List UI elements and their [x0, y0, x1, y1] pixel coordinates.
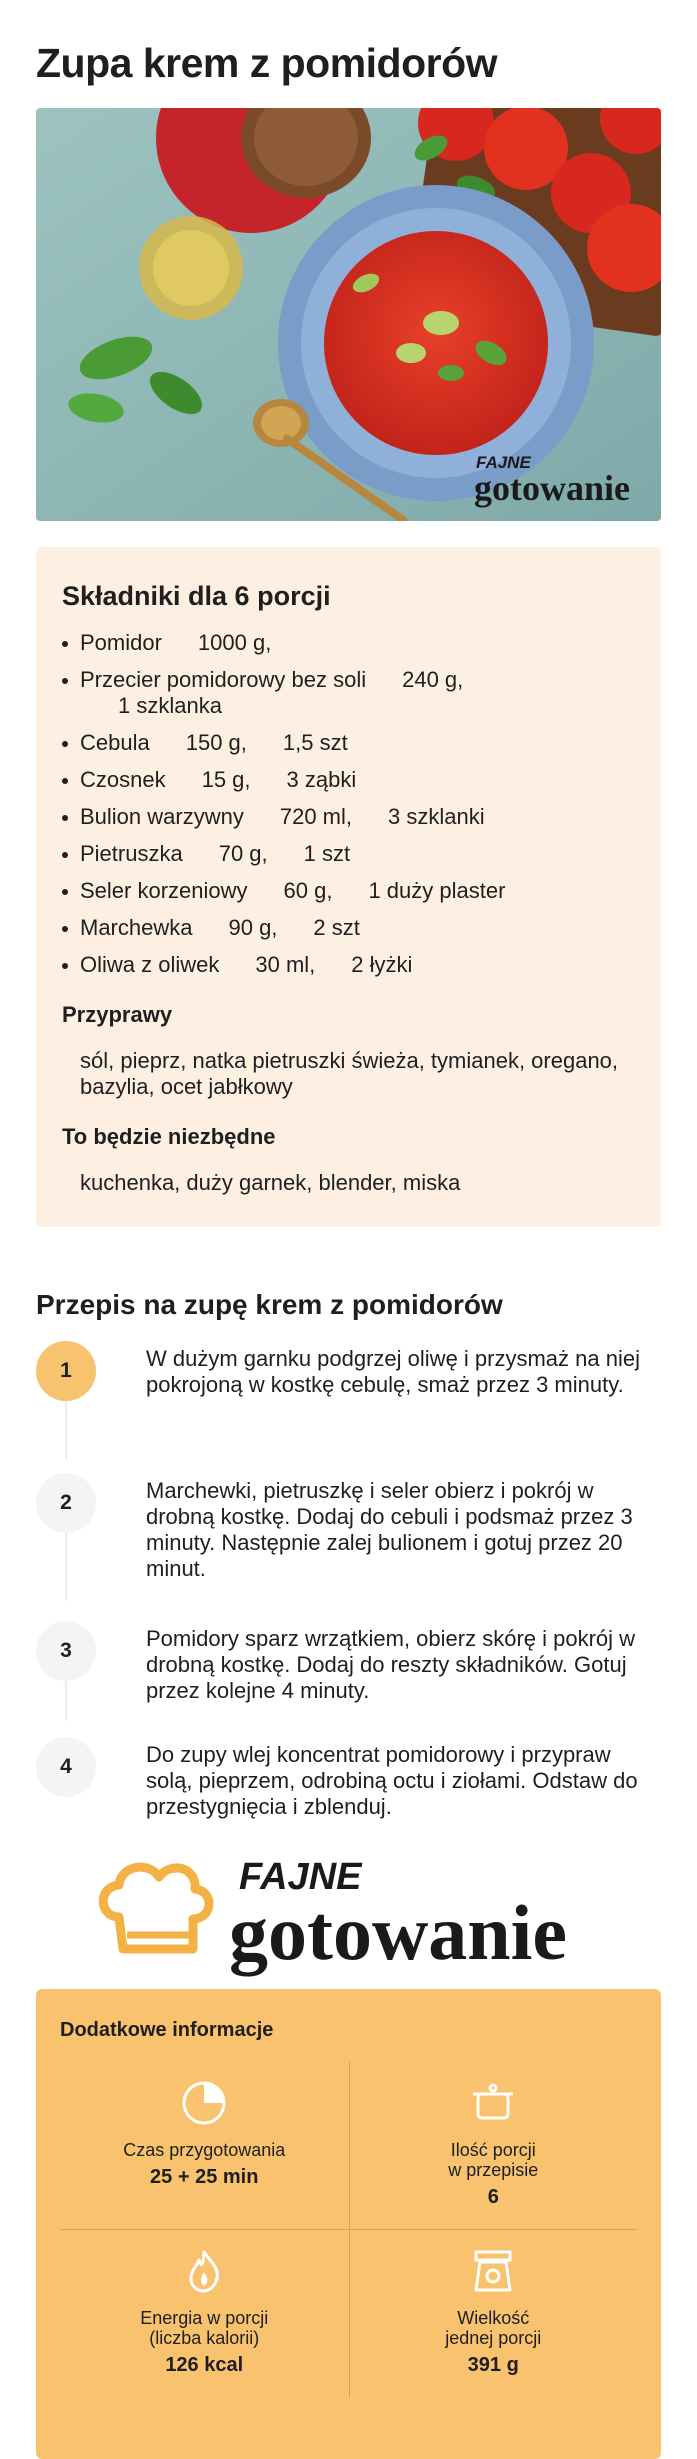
ingredient-extra: 1 szklanka: [118, 693, 222, 718]
prep-time-label: Czas przygotowania: [123, 2140, 286, 2160]
step-text: Do zupy wlej koncentrat pomidorowy i przypraw solą, pieprzem, odrobiną octu i ziołami. Odstaw do przestygnięcia i zblenduj.: [146, 1742, 638, 1819]
tools-text: kuchenka, duży garnek, blender, miska: [80, 1170, 461, 1195]
portions-cell: [349, 2062, 638, 2230]
step-number[interactable]: 2: [36, 1473, 96, 1533]
portion-size-label-2: jednej porcji: [445, 2328, 542, 2348]
hero-image: [36, 108, 661, 521]
step-number[interactable]: 3: [36, 1621, 96, 1681]
ingredient-name: Czosnek: [80, 767, 166, 792]
ingredient-name: Oliwa z oliwek: [80, 952, 220, 977]
portions-value: 6: [487, 2186, 499, 2208]
step-1: [36, 1341, 661, 1473]
ingredient-amount: 60 g,: [283, 878, 333, 903]
ingredient-amount: 240 g,: [402, 667, 464, 692]
brand-logo-bottom: gotowanie: [228, 1889, 567, 1976]
flame-icon: [181, 2248, 227, 2294]
portion-size-cell: [349, 2230, 638, 2398]
ingredient-amount: 720 ml,: [279, 804, 352, 829]
ingredient-name: Pietruszka: [80, 841, 183, 866]
ingredients-list: [62, 630, 635, 978]
spices-heading: Przyprawy: [62, 1002, 173, 1027]
chef-hat-icon: [103, 1867, 209, 1949]
step-connector: [65, 1533, 67, 1601]
ingredient-item: [62, 630, 635, 656]
ingredient-item: [62, 915, 635, 941]
ingredient-name: Cebula: [80, 730, 150, 755]
energy-label-1: Energia w porcji: [140, 2308, 269, 2328]
ingredient-item: [62, 952, 635, 978]
ingredient-extra: 3 ząbki: [286, 767, 357, 792]
ingredient-item: [62, 878, 635, 904]
ingredient-name: Marchewka: [80, 915, 193, 940]
step-number[interactable]: 4: [36, 1737, 96, 1797]
recipe-steps-heading: Przepis na zupę krem z pomidorów: [36, 1289, 503, 1320]
ingredient-extra: 2 szt: [313, 915, 360, 940]
portion-size-value: 391 g: [467, 2354, 519, 2376]
ingredient-extra: 1 duży plaster: [368, 878, 506, 903]
steps-list: [36, 1341, 661, 1835]
ingredient-extra: 3 szklanki: [388, 804, 485, 829]
pot-icon: [470, 2080, 516, 2126]
step-text: Marchewki, pietruszkę i seler obierz i pokrój w drobną kostkę. Dodaj do cebuli i podsmaż przez 3 minuty. Następnie zalej bulionem i gotuj przez 20 minut.: [146, 1478, 633, 1581]
ingredient-extra: 1,5 szt: [282, 730, 348, 755]
prep-time-cell: [60, 2062, 349, 2230]
ingredient-item: [62, 667, 635, 719]
scale-icon: [470, 2248, 516, 2294]
ingredient-amount: 150 g,: [185, 730, 247, 755]
ingredient-item: [62, 804, 635, 830]
ingredient-amount: 30 ml,: [255, 952, 316, 977]
portions-label-1: Ilość porcji: [450, 2140, 536, 2160]
ingredient-amount: 90 g,: [228, 915, 278, 940]
brand-logo: [36, 1835, 661, 1989]
portions-label-2: w przepisie: [448, 2160, 539, 2180]
page-title: Zupa krem z pomidorów: [36, 40, 498, 86]
hero-logo-bottom: gotowanie: [474, 468, 630, 508]
tools-heading: To będzie niezbędne: [62, 1124, 276, 1149]
energy-cell: [60, 2230, 349, 2398]
energy-value: 126 kcal: [165, 2354, 244, 2376]
clock-icon: [181, 2080, 227, 2126]
hero-logo-top: FAJNE: [476, 453, 531, 472]
ingredient-amount: 15 g,: [201, 767, 251, 792]
spices-text: sól, pieprz, natka pietruszki świeża, tymianek, oregano, bazylia, ocet jabłkowy: [80, 1048, 619, 1099]
step-2: [36, 1473, 661, 1621]
ingredient-item: [62, 841, 635, 867]
step-4: [36, 1737, 661, 1835]
ingredient-amount: 70 g,: [218, 841, 268, 866]
ingredient-name: Pomidor: [80, 630, 162, 655]
brand-logo-top: FAJNE: [238, 1856, 361, 1898]
ingredient-name: Przecier pomidorowy bez soli: [80, 667, 367, 692]
step-connector: [65, 1401, 67, 1459]
ingredient-item: [62, 767, 635, 793]
ingredient-item: [62, 730, 635, 756]
portion-size-label-1: Wielkość: [457, 2308, 530, 2328]
ingredients-heading: Składniki dla 6 porcji: [62, 581, 331, 611]
ingredient-extra: 1 szt: [303, 841, 351, 866]
ingredient-name: Bulion warzywny: [80, 804, 244, 829]
ingredient-name: Seler korzeniowy: [80, 878, 248, 903]
step-3: [36, 1621, 661, 1737]
energy-label-2: (liczba kalorii): [149, 2328, 260, 2348]
info-grid: [60, 2062, 637, 2398]
step-text: W dużym garnku podgrzej oliwę i przysmaż na niej pokrojoną w kostkę cebulę, smaż przez 3 minuty.: [146, 1346, 640, 1397]
step-number[interactable]: 1: [36, 1341, 96, 1401]
step-connector: [65, 1681, 67, 1721]
ingredient-amount: 1000 g,: [197, 630, 272, 655]
additional-info-heading: Dodatkowe informacje: [60, 2019, 274, 2041]
additional-info-box: [36, 1989, 661, 2459]
ingredient-extra: 2 łyżki: [351, 952, 413, 977]
ingredients-box: [36, 547, 661, 1227]
prep-time-value: 25 + 25 min: [150, 2166, 259, 2188]
step-text: Pomidory sparz wrzątkiem, obierz skórę i pokrój w drobną kostkę. Dodaj do reszty składników. Gotuj przez kolejne 4 minuty.: [146, 1626, 636, 1703]
